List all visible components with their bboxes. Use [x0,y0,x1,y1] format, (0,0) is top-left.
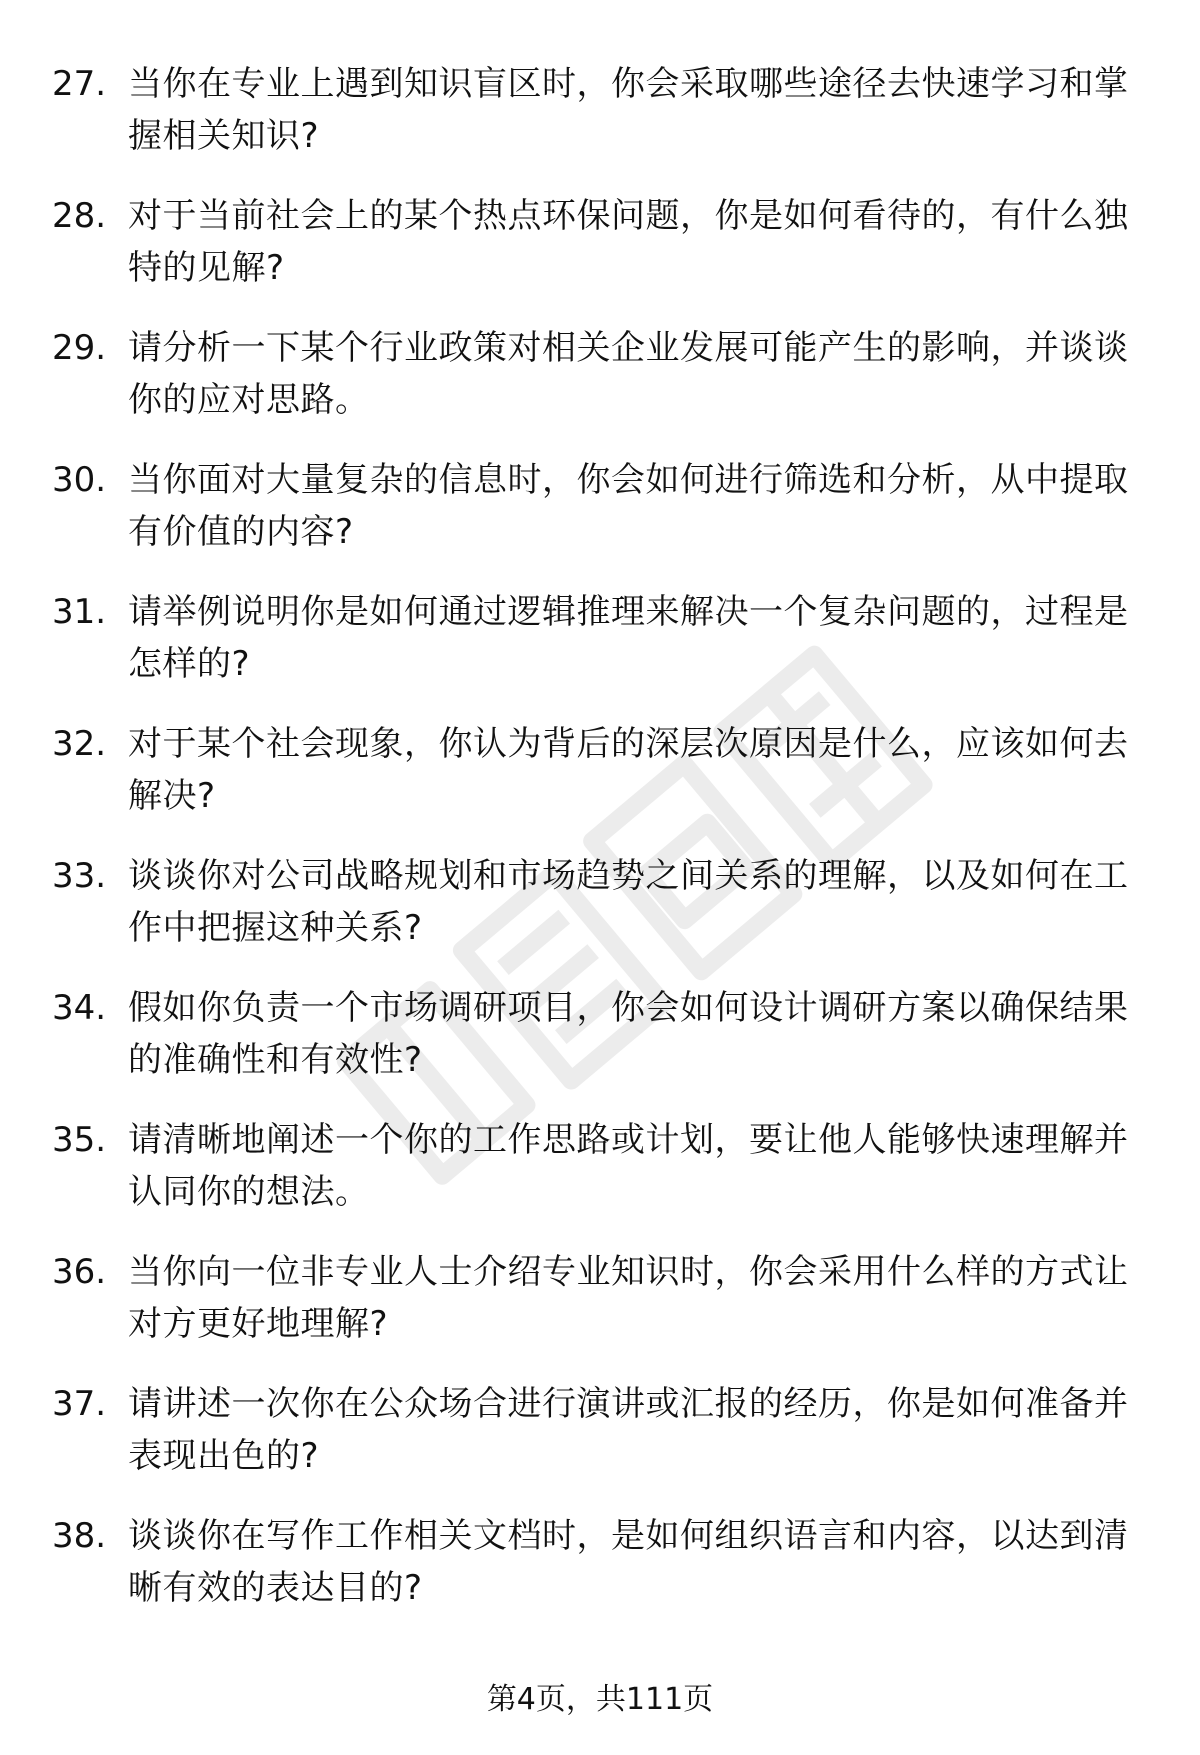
list-item [0,454,1200,586]
question-number: 37. [52,1384,107,1424]
list-item [0,586,1200,718]
list-item [0,1378,1200,1510]
question-text: 请清晰地阐述一个你的工作思路或计划，要让他人能够快速理解并认同你的想法。 [128,1120,1129,1212]
list-item [0,1510,1200,1642]
question-text: 当你面对大量复杂的信息时，你会如何进行筛选和分析，从中提取有价值的内容? [128,460,1129,552]
list-item [0,322,1200,454]
list-item [0,718,1200,850]
question-text: 当你向一位非专业人士介绍专业知识时，你会采用什么样的方式让对方更好地理解? [128,1252,1129,1344]
question-text: 当你在专业上遇到知识盲区时，你会采取哪些途径去快速学习和掌握相关知识? [128,64,1129,156]
question-number: 27. [52,64,107,104]
page-number-footer: 第4页，共111页 [486,1682,714,1717]
question-number: 36. [52,1252,107,1292]
question-text: 谈谈你在写作工作相关文档时，是如何组织语言和内容，以达到清晰有效的表达目的? [128,1516,1129,1608]
question-number: 31. [52,592,107,632]
list-item [0,1114,1200,1246]
question-number: 33. [52,856,107,896]
list-item [0,190,1200,322]
question-list [0,58,1200,1642]
question-text: 请分析一下某个行业政策对相关企业发展可能产生的影响，并谈谈你的应对思路。 [128,328,1129,420]
question-text: 请讲述一次你在公众场合进行演讲或汇报的经历，你是如何准备并表现出色的? [128,1384,1129,1476]
question-text: 对于某个社会现象，你认为背后的深层次原因是什么，应该如何去解决? [128,724,1129,816]
question-text: 请举例说明你是如何通过逻辑推理来解决一个复杂问题的，过程是怎样的? [128,592,1129,684]
question-number: 35. [52,1120,107,1160]
question-number: 30. [52,460,107,500]
question-text: 假如你负责一个市场调研项目，你会如何设计调研方案以确保结果的准确性和有效性? [128,988,1129,1080]
question-text: 对于当前社会上的某个热点环保问题，你是如何看待的，有什么独特的见解? [128,196,1129,288]
list-item [0,58,1200,190]
list-item [0,850,1200,982]
list-item [0,1246,1200,1378]
question-number: 29. [52,328,107,368]
question-number: 28. [52,196,107,236]
list-item [0,982,1200,1114]
question-number: 38. [52,1516,107,1556]
question-number: 34. [52,988,107,1028]
question-text: 谈谈你对公司战略规划和市场趋势之间关系的理解，以及如何在工作中把握这种关系? [128,856,1129,948]
question-number: 32. [52,724,107,764]
